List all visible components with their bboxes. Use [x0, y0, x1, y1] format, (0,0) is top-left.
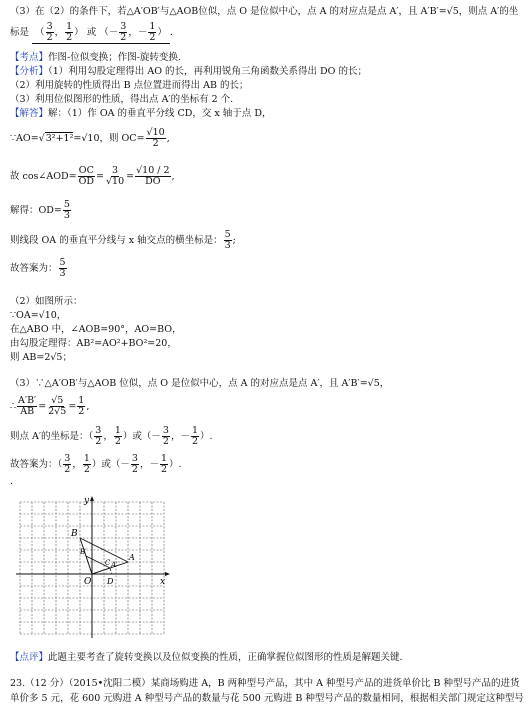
text: ，: [103, 431, 113, 442]
text: =: [38, 401, 47, 412]
text: ）.: [169, 459, 182, 470]
numerator: 3: [131, 453, 138, 464]
q2-line4: 由勾股定理得：AB²=AO²+BO²=20，: [10, 338, 177, 349]
kaodian-line: [10, 52, 181, 64]
fraction: [119, 22, 127, 43]
label-x: x: [160, 577, 166, 587]
perp-bisector-line: [10, 230, 236, 251]
numerator: 1: [149, 21, 156, 32]
text: =: [96, 171, 104, 182]
denominator: OD: [78, 176, 95, 187]
text: =: [68, 401, 77, 412]
q3-answer-line: [10, 22, 173, 44]
label-C: C: [105, 559, 111, 567]
text: 则线段 OA 的垂直平分线与 x 轴交点的横坐标是：: [10, 235, 223, 246]
axes: [16, 498, 168, 638]
fraction: [83, 454, 91, 475]
label-A: A: [129, 553, 135, 562]
text: ;: [232, 235, 236, 246]
text: =√10，则 OC=: [73, 133, 145, 144]
fraction: [63, 454, 71, 475]
fenxi-tag: 【分析】: [10, 66, 49, 77]
fenxi-line2: （2）利用旋转的性质得出 B 点位置进而得出 AB 的长；: [10, 80, 249, 91]
fraction: [47, 396, 67, 417]
denominator: 2√5: [48, 406, 67, 417]
numerator: 5: [224, 229, 231, 240]
numerator: 1: [66, 21, 73, 32]
numerator: 1: [191, 425, 199, 436]
jieda-tag: 【解答】: [10, 108, 49, 119]
denominator: 2: [95, 436, 102, 447]
stray-dot: .: [10, 476, 14, 487]
sep: ，: [54, 27, 65, 38]
numerator: A′B′: [18, 395, 37, 406]
label-B: B: [71, 529, 78, 539]
or-word: 或: [86, 27, 97, 38]
dianping-text: 此题主要考查了旋转变换以及位似变换的性质，正确掌握位似图形的性质是解题关键.: [48, 652, 403, 663]
fraction: [131, 454, 139, 475]
coordinate-grid-figure: [14, 494, 174, 644]
numerator: √5: [51, 395, 64, 406]
fraction: [105, 166, 125, 187]
fraction: [135, 166, 170, 187]
q2-line3: 在△ABO 中，∠AOB=90°，AO=BO，: [10, 324, 182, 335]
numerator: 3: [112, 165, 119, 176]
q3-statement-line1: （3）在（2）的条件下，若△A′OB′与△AOB位似，点 O 是位似中心，点 A 的对应点是点 A′，且 A′B′=√5，则点 A′的坐: [10, 6, 519, 17]
od-formula: [10, 200, 72, 221]
fraction: [148, 22, 156, 43]
numerator: 3: [64, 453, 71, 464]
denominator: 2: [149, 32, 156, 43]
label-B-prime: B′: [80, 548, 87, 556]
text: ，－: [139, 459, 159, 470]
numerator: 1: [114, 425, 121, 436]
dianping-tag: 【点评】: [10, 652, 49, 663]
q3-answer-prefix: 标是: [10, 27, 30, 38]
radicand: 3²+1²: [45, 133, 74, 144]
fenxi-line3: （3）利用位似图形的性质，得出点 A′的坐标有 2 个.: [10, 94, 234, 105]
denominator: 2: [131, 464, 138, 475]
fraction: [94, 426, 102, 447]
denominator: 2: [152, 138, 159, 149]
dianping-line: [10, 652, 403, 664]
denominator: 3: [59, 268, 66, 279]
q2-line1: （2）如图所示：: [10, 296, 83, 307]
numerator: 1: [160, 453, 167, 464]
numerator: √10: [146, 127, 165, 138]
denominator: 2: [160, 464, 167, 475]
fraction: [191, 426, 199, 447]
text: 故 cos∠AOD=: [10, 171, 77, 182]
numerator: 1: [83, 453, 90, 464]
denominator: 2: [114, 436, 121, 447]
jieda-text: 解：（1）作 OA 的垂直平分线 CD，交 x 轴于点 D，: [48, 108, 272, 119]
numerator: 3: [95, 425, 102, 436]
q3-answer-blank: [32, 22, 170, 44]
answer-line-1: [10, 258, 68, 279]
denominator: 2: [120, 32, 127, 43]
label-y: y: [84, 496, 90, 506]
denominator: √10: [106, 176, 125, 187]
numerator: OC: [78, 165, 94, 176]
text: ,: [166, 133, 170, 144]
text: ）或（－: [122, 431, 161, 442]
ao-formula: ∵AO=√3²+1²=√10，则 OC= $\frac{√10}{2}$ ,: [10, 127, 170, 149]
numerator: 5: [63, 199, 70, 210]
q23-line2: 单价多 5 元，花 600 元购进 A 种型号产品的数量与花 500 元购进 B 种型号产品的数量相同，根据相关部门规定这种型号: [10, 693, 524, 704]
label-A-prime: A′: [111, 561, 118, 569]
y-axis-arrow: [90, 496, 94, 501]
fenxi-line: [10, 66, 367, 78]
denominator: AB: [20, 406, 35, 417]
numerator: 3: [46, 21, 53, 32]
jieda-line: [10, 108, 271, 120]
denominator: 2: [191, 436, 199, 447]
denominator: 2: [64, 464, 71, 475]
text: 则点 A′的坐标是：（: [10, 431, 94, 442]
fraction: [114, 426, 122, 447]
q2-line5: 则 AB=2√5；: [10, 352, 72, 363]
text: 故答案为：: [10, 263, 58, 274]
fraction: [77, 396, 85, 417]
fenxi-text: （1）利用勾股定理得出 AO 的长，再利用锐角三角函数关系得出 DO 的长；: [48, 66, 367, 77]
text: =: [126, 171, 135, 182]
denominator: 2: [46, 32, 53, 43]
denominator: 3: [224, 240, 231, 251]
denominator: 2: [83, 464, 90, 475]
text: ,: [171, 171, 175, 182]
text: ,: [86, 401, 90, 412]
kaodian-tag: 【考点】: [10, 52, 49, 63]
period: .: [169, 27, 173, 38]
q23-line1: 23.（12 分）（2015•沈阳二模）某商场购进 A，B 两种型号产品，其中 A 种型号产品的进货单价比 B 种型号产品的进货: [10, 678, 520, 689]
ratio-formula: [10, 396, 89, 417]
text: ，: [72, 459, 82, 470]
fraction: [63, 200, 71, 221]
fraction: [46, 22, 54, 43]
fraction: [17, 396, 37, 417]
fraction: [160, 454, 168, 475]
numerator: 3: [120, 21, 127, 32]
text: ）.: [200, 431, 213, 442]
denominator: DO: [145, 176, 161, 187]
numerator: √10 / 2: [136, 165, 170, 176]
numerator: 5: [59, 257, 66, 268]
numerator: 1: [78, 395, 85, 406]
kaodian-text: 作图-位似变换；作图-旋转变换.: [48, 52, 181, 63]
fraction: [65, 22, 73, 43]
q3b-line1: （3）∵△A′OB′与△AOB 位似，点 O 是位似中心，点 A 的对应点是点 A′，且 A′B′=√5，: [10, 378, 390, 389]
label-O: O: [84, 577, 92, 587]
sep: ，－: [128, 27, 148, 38]
denominator: 2: [66, 32, 73, 43]
fraction: [78, 166, 95, 187]
text: ，－: [170, 431, 190, 442]
coord-line: [10, 426, 213, 447]
q2-line2: ∵OA=√10，: [10, 310, 67, 321]
text: ∴: [10, 401, 17, 412]
text: ∵AO=: [10, 133, 39, 144]
denominator: 2: [78, 406, 85, 417]
x-axis-arrow: [165, 572, 170, 576]
paren: （－: [99, 27, 119, 38]
text: ）或（－: [91, 459, 130, 470]
denominator: 2: [162, 436, 169, 447]
paren: ）: [74, 27, 84, 38]
fraction: [59, 258, 67, 279]
fraction: [224, 230, 232, 251]
text: 故答案为：（: [10, 459, 63, 470]
fraction: [162, 426, 170, 447]
paren: ）: [157, 27, 167, 38]
cos-formula: [10, 166, 175, 187]
fraction: [146, 128, 166, 149]
denominator: 3: [63, 210, 70, 221]
answer-line-3: [10, 454, 182, 475]
paren: （: [35, 27, 45, 38]
label-D: D: [107, 577, 114, 586]
text: 解得：OD=: [10, 205, 62, 216]
numerator: 3: [162, 425, 169, 436]
